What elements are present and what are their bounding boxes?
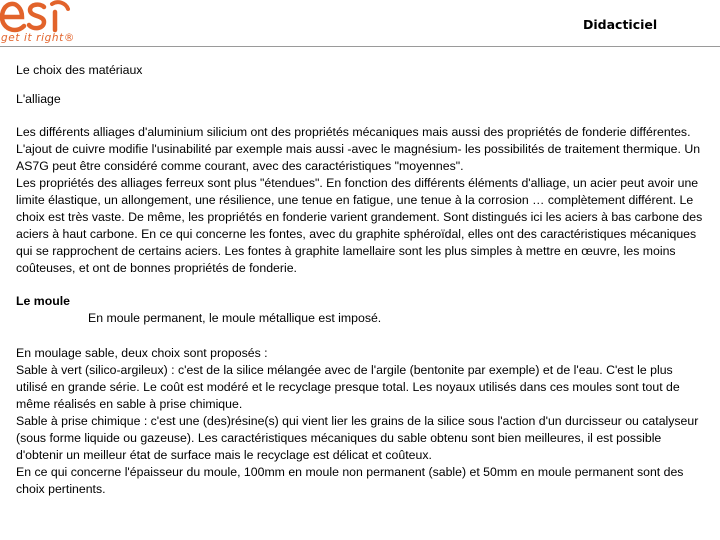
logo-tagline: get it right® bbox=[1, 32, 75, 44]
page-header-title: Didacticiel bbox=[583, 17, 658, 32]
esi-logo-mark bbox=[0, 0, 82, 34]
mold-sand-intro: En moulage sable, deux choix sont proposés : bbox=[16, 346, 268, 360]
mold-permanent-text: En moule permanent, le moule métallique est imposé. bbox=[88, 311, 382, 325]
main-title: Le choix des matériaux bbox=[16, 63, 143, 77]
alloy-paragraph-ferrous: Les propriétés des alliages ferreux sont plus "étendues". En fonction des différents éléments d'alliage, un acier peut avoir une limite élastique, un allongement, une résilience, une tenue en fatigue, une tenue à la corrosion … complètement différent. Le choix est très vaste. De même, les propriétés en fonderie varient grandement. Sont distingués ici les aciers à bas carbone des aciers à haut carbone. En ce qui concerne les fontes, avec du graphite sphéroïdal, elles ont des caractéristiques mécaniques qui se rapprochent de certains aciers. Les fontes à graphite lamellaire sont les plus simples à mettre en œuvre, les moins coûteuses, et ont de bonnes propriétés de fonderie. bbox=[16, 176, 703, 275]
alloy-heading: L'alliage bbox=[16, 92, 61, 106]
mold-chemical-sand: Sable à prise chimique : c'est une (des)résine(s) qui vient lier les grains de la silice sous l'action d'un durcisseur ou catalyseur (sous forme liquide ou gazeuse). Les caractéristiques mécaniques du sable obtenu sont bien meilleures, il est possible d'obtenir un meilleur état de surface mais le recyclage est délicat et coûteux. bbox=[16, 414, 699, 462]
header-divider bbox=[0, 46, 720, 47]
mold-green-sand: Sable à vert (silico-argileux) : c'est de la silice mélangée avec de l'argile (bentonite par exemple) et de l'eau. C'est le plus utilisé en grande série. Le coût est modéré et le recyclage presque total. Les noyaux utilisés dans ces moules sont tout de même réalisés en sable à prise chimique. bbox=[16, 363, 680, 411]
mold-thickness: En ce qui concerne l'épaisseur du moule, 100mm en moule non permanent (sable) et 50mm en moule permanent sont des choix pertinents. bbox=[16, 465, 684, 496]
document-body bbox=[16, 62, 706, 498]
mold-heading: Le moule bbox=[16, 294, 70, 308]
alloy-paragraph-aluminium: Les différents alliages d'aluminium silicium ont des propriétés mécaniques mais aussi des propriétés de fonderie différentes. L'ajout de cuivre modifie l'usinabilité par exemple mais aussi -avec le magnésium- les possibilités de traitement thermique. Un AS7G peut être considéré comme courant, avec des caractéristiques "moyennes". bbox=[16, 125, 701, 173]
